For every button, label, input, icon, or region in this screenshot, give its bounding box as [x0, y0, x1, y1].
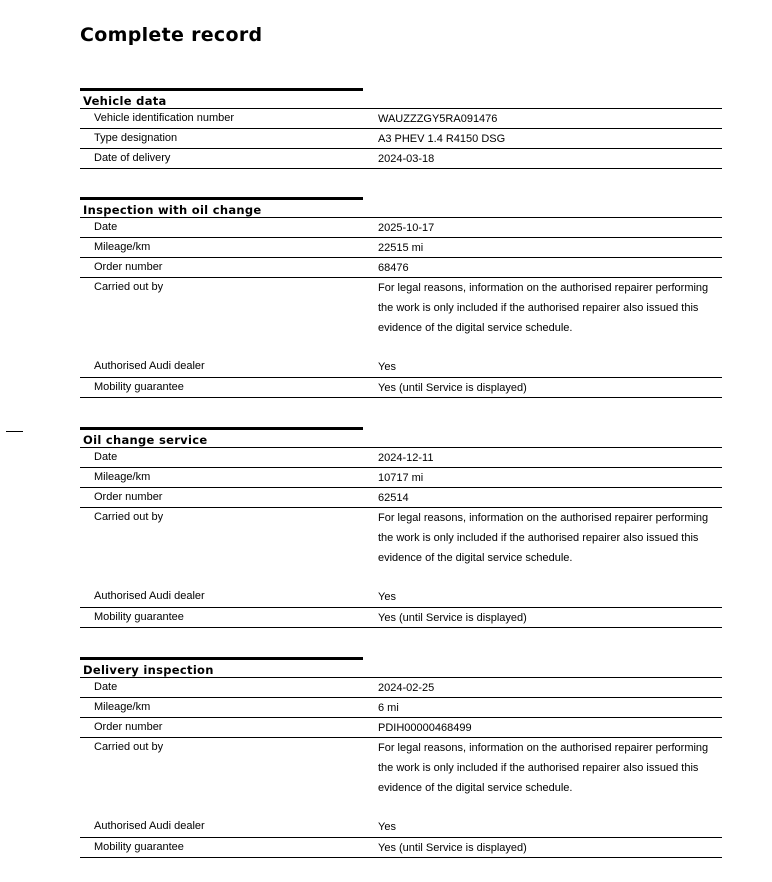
table-row [80, 128, 722, 148]
margin-mark [6, 431, 23, 432]
section-header [80, 427, 363, 447]
row-label: Order number [94, 491, 163, 503]
section-title: Delivery inspection [83, 663, 214, 677]
row-value: 68476 [378, 262, 409, 274]
row-label: Date [94, 221, 118, 233]
row-label: Date [94, 681, 118, 693]
section-title: Inspection with oil change [83, 203, 262, 217]
table-row [80, 817, 722, 837]
row-value: PDIH00000468499 [378, 722, 472, 734]
table-row [80, 467, 722, 487]
row-value: Yes [378, 361, 396, 373]
table-row [80, 357, 722, 377]
page-title: Complete record [80, 24, 263, 46]
row-value: WAUZZZGY5RA091476 [378, 113, 498, 125]
row-value: Yes (until Service is displayed) [378, 842, 527, 854]
row-value: 10717 mi [378, 472, 424, 484]
table-row [80, 677, 722, 697]
section-title: Vehicle data [83, 94, 167, 108]
section-header [80, 88, 363, 108]
row-label: Order number [94, 721, 163, 733]
table-row [80, 237, 722, 257]
row-value: 6 mi [378, 702, 399, 714]
table-row [80, 587, 722, 607]
row-value: 2024-02-25 [378, 682, 435, 694]
table-row [80, 277, 722, 357]
table-row [80, 607, 722, 628]
section-header [80, 197, 363, 217]
row-value: 22515 mi [378, 242, 424, 254]
row-label: Mobility guarantee [94, 381, 184, 393]
row-label: Carried out by [94, 741, 164, 753]
row-label: Mobility guarantee [94, 841, 184, 853]
row-label: Carried out by [94, 281, 164, 293]
table-row [80, 447, 722, 467]
row-value: For legal reasons, information on the authorised repairer performing the work is only included if the authorised repairer also issued this evidence of the digital service schedule. [378, 512, 709, 564]
table-row [80, 697, 722, 717]
row-value: Yes (until Service is displayed) [378, 382, 527, 394]
table-row [80, 737, 722, 817]
row-label: Authorised Audi dealer [94, 360, 205, 372]
section-oil-change-service [80, 427, 722, 628]
table-row [80, 837, 722, 858]
row-label: Authorised Audi dealer [94, 820, 205, 832]
row-label: Vehicle identification number [94, 112, 235, 124]
row-label: Order number [94, 261, 163, 273]
row-value: 2025-10-17 [378, 222, 435, 234]
row-value: For legal reasons, information on the authorised repairer performing the work is only included if the authorised repairer also issued this evidence of the digital service schedule. [378, 742, 709, 794]
row-value: 2024-12-11 [378, 452, 434, 464]
row-label: Date of delivery [94, 152, 171, 164]
row-label: Mobility guarantee [94, 611, 184, 623]
table-row [80, 717, 722, 737]
row-label: Mileage/km [94, 471, 151, 483]
row-label: Type designation [94, 132, 178, 144]
row-label: Mileage/km [94, 241, 151, 253]
row-label: Authorised Audi dealer [94, 590, 205, 602]
row-value: 62514 [378, 492, 409, 504]
section-delivery-inspection [80, 657, 722, 858]
row-label: Mileage/km [94, 701, 151, 713]
section-header [80, 657, 363, 677]
table-row [80, 487, 722, 507]
row-label: Carried out by [94, 511, 164, 523]
section-title: Oil change service [83, 433, 208, 447]
row-label: Date [94, 451, 118, 463]
table-row [80, 507, 722, 587]
row-value: Yes [378, 591, 396, 603]
table-row [80, 257, 722, 277]
row-value: A3 PHEV 1.4 R4150 DSG [378, 133, 506, 145]
table-row [80, 217, 722, 237]
section-inspection-oil-change [80, 197, 722, 398]
section-vehicle-data [80, 88, 722, 169]
table-row [80, 377, 722, 398]
row-value: For legal reasons, information on the authorised repairer performing the work is only included if the authorised repairer also issued this evidence of the digital service schedule. [378, 282, 709, 334]
table-row [80, 148, 722, 169]
table-row [80, 108, 722, 128]
row-value: 2024-03-18 [378, 153, 435, 165]
row-value: Yes [378, 821, 396, 833]
row-value: Yes (until Service is displayed) [378, 612, 527, 624]
